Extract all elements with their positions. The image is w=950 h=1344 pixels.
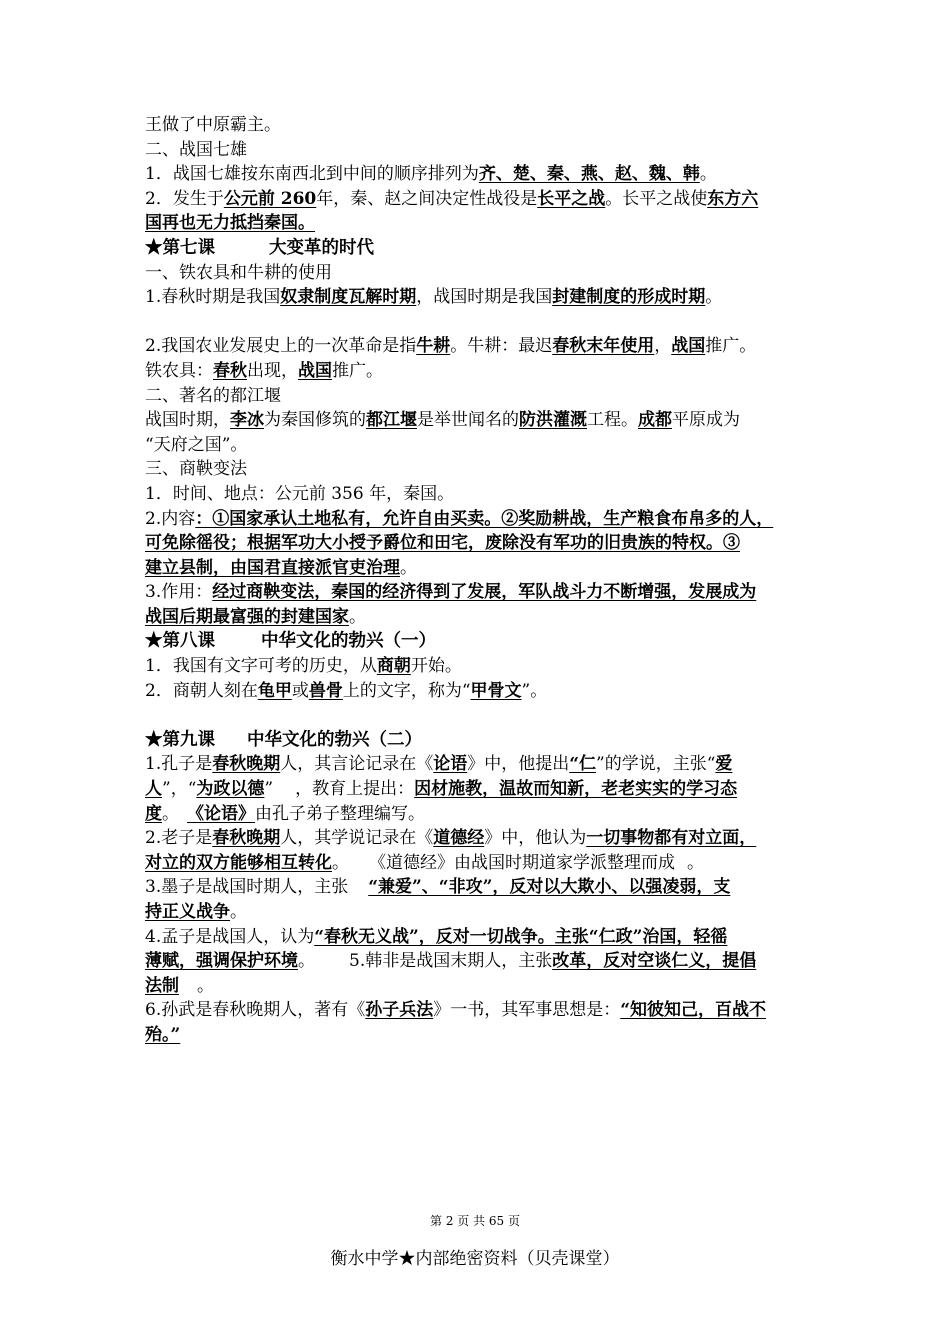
text: 年，秦、赵之间决定性战役是 <box>316 188 538 209</box>
blank-line <box>145 310 810 335</box>
text: 1．我国有文字可考的历史，从 <box>145 656 377 677</box>
lesson-title: 大变革的时代 <box>269 237 374 258</box>
text: ，战国时期是我国 <box>416 287 553 308</box>
text-line <box>145 187 810 212</box>
text: 是举世闻名的 <box>417 410 519 431</box>
text-line <box>145 531 810 556</box>
text-line <box>145 285 810 310</box>
text: 3.墨子是战国时期人，主张 <box>145 877 349 898</box>
key-term: 甲骨文 <box>470 680 522 701</box>
text: 三、商鞅变法 <box>145 459 247 480</box>
text: 推广。 <box>705 336 757 357</box>
text: ”的学说，主张“ <box>596 754 716 775</box>
text: 。牛耕：最迟 <box>450 336 553 357</box>
text-line <box>145 925 810 950</box>
key-term: ：①国家承认土地私有，允许自由买卖。②奖励耕战，生产粮食布帛多的人， <box>195 508 774 529</box>
text: 1．时间、地点：公元前 356 年，秦国。 <box>145 483 455 504</box>
text: 。 <box>332 852 349 873</box>
key-term: 成都 <box>638 410 672 431</box>
key-term: 商朝 <box>376 656 411 677</box>
document-body <box>145 113 810 1048</box>
key-term: 战国 <box>298 360 332 381</box>
text-line <box>145 580 810 605</box>
text: 二、著名的都江堰 <box>145 385 281 406</box>
text-line <box>145 900 810 925</box>
text: 平原成为 <box>672 410 740 431</box>
key-term: 春秋晚期 <box>212 828 281 849</box>
key-term: 齐、楚、秦、燕、赵、魏、韩 <box>478 164 700 185</box>
text: 。 <box>197 975 214 996</box>
text: 。 <box>699 164 717 185</box>
text: “天府之国”。 <box>145 434 248 455</box>
key-term: 战国 <box>671 336 706 357</box>
key-term: “春秋无义战”，反对一切战争。主张“仁政”治国，轻徭 <box>314 926 728 947</box>
key-term: 牛耕 <box>416 336 451 357</box>
text: ”，“ <box>162 779 197 800</box>
text: 》一书，其军事思想是： <box>433 1000 621 1021</box>
key-term: 可免除徭役；根据军功大小授予爵位和田宅，废除没有军功的旧贵族的特权。③ <box>145 533 740 554</box>
lesson-heading-7 <box>145 236 810 261</box>
key-term: 都江堰 <box>366 410 417 431</box>
section-heading <box>145 261 810 286</box>
text: 。 <box>162 803 179 824</box>
key-term: “知彼知己，百战不 <box>620 1000 767 1021</box>
key-term: 一切事物都有对立面， <box>586 828 757 849</box>
text: 王做了中原霸主。 <box>145 115 281 135</box>
text-line <box>145 949 810 974</box>
key-term: 经过商鞅变法，秦国的经济得到了发展，军队战斗力不断增强，发展成为 <box>212 582 757 603</box>
text-line <box>145 359 810 384</box>
key-term: 公元前 260 <box>223 188 317 209</box>
text: 2.内容 <box>145 508 196 529</box>
key-term: 奴隶制度瓦解时期 <box>280 287 417 308</box>
text: ， <box>654 336 672 357</box>
text: 。长平之战使 <box>605 188 708 209</box>
key-term: 建立县制，由国君直接派官吏治理 <box>145 557 400 578</box>
key-term: 持正义战争 <box>145 902 230 922</box>
text-line <box>145 605 810 630</box>
text-line <box>145 556 810 581</box>
lesson-heading-9 <box>145 728 810 753</box>
key-term: 孙子兵法 <box>365 1000 434 1021</box>
text: ，教育上提出： <box>295 779 415 800</box>
text: ”。 <box>521 680 548 701</box>
key-term: 防洪灌溉 <box>519 410 587 431</box>
text: 1．战国七雄按东南西北到中间的顺序排列为 <box>145 164 479 185</box>
text-line <box>145 974 810 999</box>
text: 战国时期， <box>145 410 230 431</box>
section-heading <box>145 384 810 409</box>
key-term: 对立的双方能够相互转化 <box>145 852 332 873</box>
blank-line <box>145 703 810 728</box>
key-term: 封建制度的形成时期 <box>552 287 706 308</box>
text-line <box>145 802 810 827</box>
key-term: 改革，反对空谈仁义，提倡 <box>552 951 757 972</box>
text-line <box>145 334 810 359</box>
key-term: 法制 <box>145 975 179 996</box>
lesson-number: ★第九课 <box>145 729 215 750</box>
text-line <box>145 408 810 433</box>
section-heading <box>145 457 810 482</box>
key-term: 《论语》 <box>187 803 255 824</box>
text: 。 <box>400 557 417 578</box>
key-term: 道德经 <box>433 828 485 849</box>
text: 3.作用： <box>145 582 213 603</box>
text: 。 <box>687 852 704 873</box>
text-line <box>145 113 810 138</box>
key-term: 人 <box>145 779 162 800</box>
text: 1.孔子是 <box>145 754 213 775</box>
text-line <box>145 654 810 679</box>
text: 2．商朝人刻在 <box>145 680 258 701</box>
lesson-title: 中华文化的勃兴（一） <box>261 631 436 652</box>
text-line <box>145 507 810 532</box>
text-line <box>145 1023 810 1048</box>
text-line <box>145 875 810 900</box>
key-term: 度 <box>145 803 162 824</box>
text-line <box>145 211 810 236</box>
text-line <box>145 826 810 851</box>
text: 2．发生于 <box>145 188 224 209</box>
text: 《道德经》由战国时期道家学派整理而成 <box>369 852 675 873</box>
key-term: 龟甲 <box>257 680 292 701</box>
key-term: “兼爱”、“非攻”，反对以大欺小、以强凌弱，支 <box>368 877 731 898</box>
text-line <box>145 777 810 802</box>
key-term: 殆。” <box>145 1024 181 1045</box>
key-term: 春秋末年使用 <box>552 336 655 357</box>
text-line <box>145 482 810 507</box>
text: 。 <box>298 951 315 972</box>
text: 2.我国农业发展史上的一次革命是指 <box>145 336 417 357</box>
lesson-number: ★第七课 <box>145 237 215 258</box>
text-line <box>145 752 810 777</box>
text: 上的文字，称为“ <box>342 680 471 701</box>
text: 为秦国修筑的 <box>264 410 366 431</box>
section-heading <box>145 138 810 163</box>
text: 一、铁农具和牛耕的使用 <box>145 262 332 283</box>
text-line <box>145 851 810 876</box>
text: 人，其言论记录在《 <box>280 754 434 775</box>
text: 二、战国七雄 <box>145 139 247 160</box>
text: 1.春秋时期是我国 <box>145 287 281 308</box>
key-term: 因材施教，温故而知新，老老实实的学习态 <box>414 779 738 800</box>
text: 出现， <box>247 360 298 381</box>
text: 2.老子是 <box>145 828 213 849</box>
lesson-number: ★第八课 <box>145 631 215 652</box>
key-term: “仁 <box>569 754 597 775</box>
text-line <box>145 162 810 187</box>
key-term: 兽骨 <box>308 680 343 701</box>
key-term: 爱 <box>715 754 733 775</box>
text: 由孔子弟子整理编写。 <box>255 803 425 824</box>
text: 工程。 <box>587 410 638 431</box>
text: 6.孙武是春秋晚期人，著有《 <box>145 1000 366 1021</box>
document-source: 衡水中学★内部绝密资料（贝壳课堂） <box>330 1249 620 1269</box>
text: ” <box>264 779 274 800</box>
text: 。 <box>230 902 247 922</box>
text: 推广。 <box>332 360 383 381</box>
key-term: 论语 <box>433 754 468 775</box>
page-indicator: 第 2 页 共 65 页 <box>430 1214 520 1228</box>
key-term: 春秋 <box>213 360 247 381</box>
text: 5.韩非是战国末期人，主张 <box>349 951 553 972</box>
text: 。 <box>349 606 366 627</box>
key-term: 东方六 <box>707 188 759 209</box>
key-term: 春秋晚期 <box>212 754 281 775</box>
text: 。 <box>705 287 723 308</box>
key-term: 为政以德 <box>196 779 265 800</box>
key-term: 战国后期最富强的封建国家 <box>145 606 349 627</box>
text: 》中，他提出 <box>467 754 570 775</box>
text-line <box>145 998 810 1023</box>
text-line <box>145 679 810 704</box>
key-term: 国再也无力抵挡秦国。 <box>145 213 315 234</box>
text: 开始。 <box>410 656 462 677</box>
text: 或 <box>291 680 309 701</box>
lesson-title: 中华文化的勃兴（二） <box>247 729 422 750</box>
text: 4.孟子是战国人，认为 <box>145 926 315 947</box>
lesson-heading-8 <box>145 629 810 654</box>
text: 铁农具： <box>145 360 213 381</box>
text: 》中，他认为 <box>484 828 587 849</box>
text-line <box>145 433 810 458</box>
key-term: 薄赋，强调保护环境 <box>145 951 298 972</box>
key-term: 李冰 <box>230 410 264 431</box>
key-term: 长平之战 <box>537 188 606 209</box>
text: 人，其学说记录在《 <box>280 828 434 849</box>
